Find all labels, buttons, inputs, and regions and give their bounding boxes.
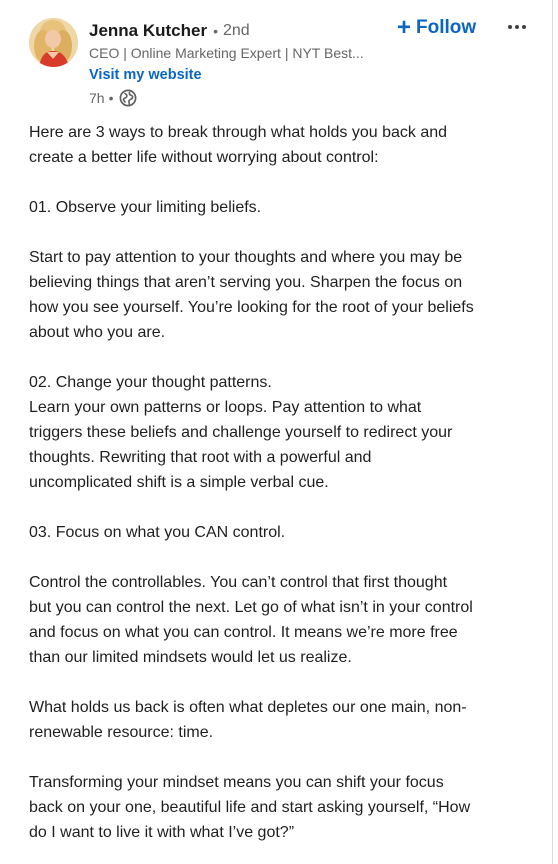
post-text-line: triggers these beliefs and challenge yourself to redirect your [29, 424, 453, 441]
post-text-line: how you see yourself. You’re looking for the root of your beliefs [29, 299, 474, 316]
paragraph-gap [29, 745, 541, 770]
post-text-line: thoughts. Rewriting that root with a powerful and [29, 449, 372, 466]
post-text-line: renewable resource: time. [29, 724, 214, 741]
author-name-line [89, 19, 250, 43]
post-text-line: but you can control the next. Let go of what isn’t in your control [29, 599, 473, 616]
post-text [29, 120, 541, 845]
post-text-line: 03. Focus on what you CAN control. [29, 524, 286, 541]
separator-dot: • [213, 23, 218, 39]
post-text-line: about who you are. [29, 324, 166, 341]
post-text-line: create a better life without worrying about control: [29, 149, 379, 166]
post-text-line: Transforming your mindset means you can shift your focus [29, 774, 444, 791]
meta-separator-dot: • [108, 90, 114, 106]
post-text-line: do I want to live it with what I’ve got?” [29, 824, 295, 841]
globe-icon [119, 89, 137, 107]
post-text-line: What holds us back is often what depletes our one main, non- [29, 699, 467, 716]
plus-icon: + [397, 14, 412, 41]
post-header [0, 0, 552, 118]
post-text-line: Here are 3 ways to break through what holds you back and [29, 124, 448, 141]
post-text-line: than our limited mindsets would let us realize. [29, 649, 352, 666]
paragraph-gap [29, 170, 541, 195]
paragraph-gap [29, 545, 541, 570]
post-text-line: Start to pay attention to your thoughts and where you may be [29, 249, 463, 266]
paragraph-gap [29, 220, 541, 245]
post-text-line: 01. Observe your limiting beliefs. [29, 199, 262, 216]
paragraph-gap [29, 345, 541, 370]
post-text-line: back on your one, beautiful life and start asking yourself, “How [29, 799, 471, 816]
avatar-image [29, 18, 78, 67]
post-text-line: Control the controllables. You can’t control that first thought [29, 574, 448, 591]
follow-button[interactable] [397, 14, 476, 42]
author-name[interactable]: Jenna Kutcher [89, 21, 208, 40]
author-headline: CEO | Online Marketing Expert | NYT Best... [89, 45, 364, 61]
post-text-line: uncomplicated shift is a simple verbal cue. [29, 474, 329, 491]
paragraph-gap [29, 495, 541, 520]
author-avatar[interactable] [29, 18, 78, 67]
connection-degree: 2nd [223, 22, 250, 39]
visit-website-link[interactable]: Visit my website [89, 67, 202, 83]
paragraph-gap [29, 670, 541, 695]
post-meta [89, 88, 137, 108]
post-text-line: and focus on what you can control. It means we’re more free [29, 624, 458, 641]
post-text-line: believing things that aren’t serving you. Sharpen the focus on [29, 274, 463, 291]
post-text-line: 02. Change your thought patterns. [29, 374, 272, 391]
post-text-line: Learn your own patterns or loops. Pay attention to what [29, 399, 422, 416]
more-horizontal-icon[interactable] [503, 18, 531, 36]
follow-label: Follow [416, 17, 477, 38]
post-time: 7h [89, 90, 105, 106]
